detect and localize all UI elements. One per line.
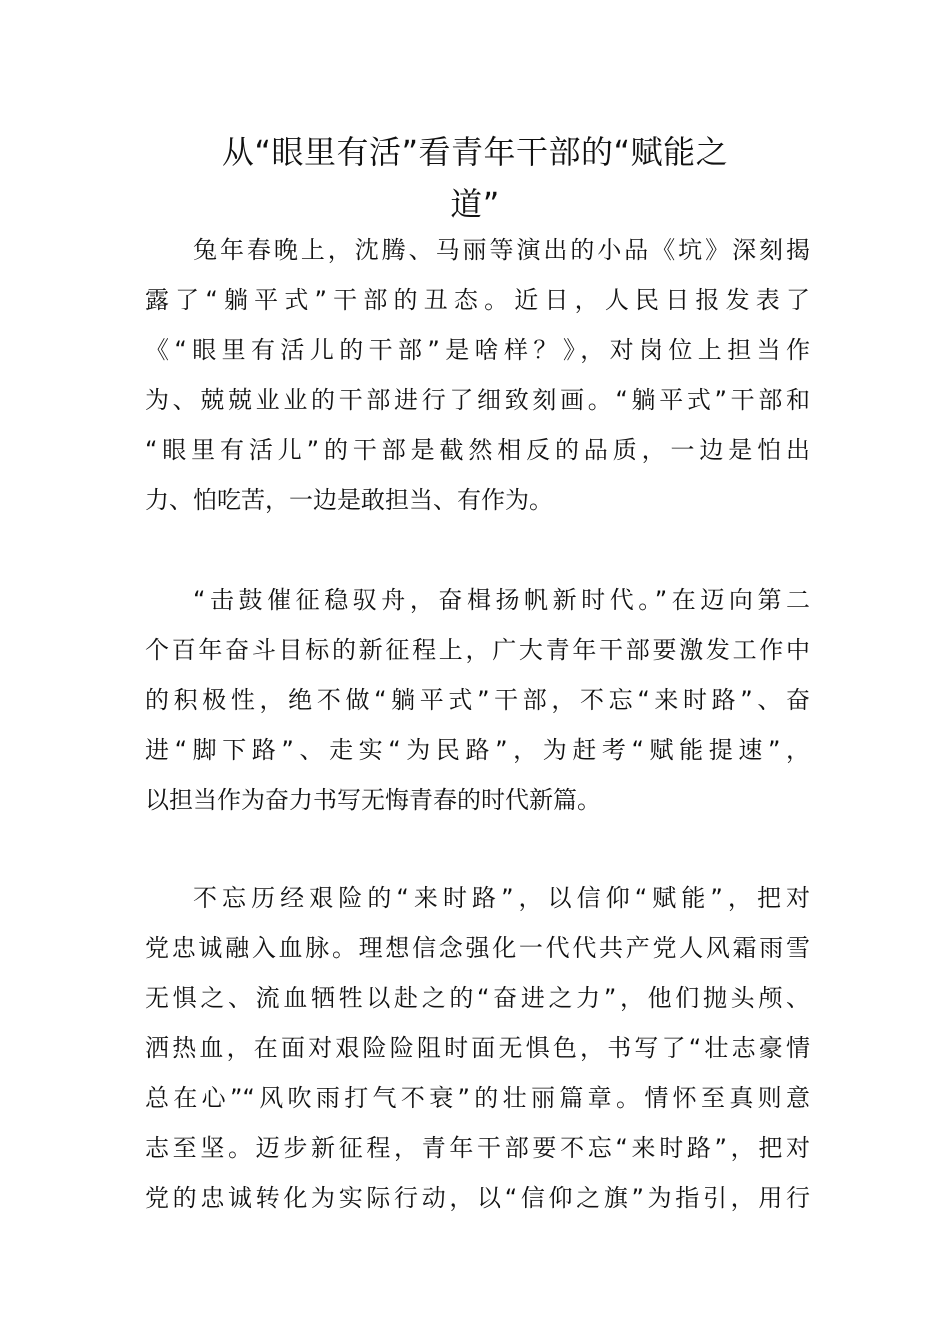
paragraph-1 (145, 225, 810, 525)
paragraph-line: 无惧之、流血牺牲以赴之的“奋进之力”，他们抛头颅、 (145, 984, 810, 1012)
paragraph-3 (145, 873, 810, 1223)
document-title (145, 126, 805, 230)
title-line: 道” (450, 185, 500, 223)
paragraph-line: 以担当作为奋力书写无悔青春的时代新篇。 (145, 786, 601, 814)
paragraph-line: 洒热血，在面对艰险险阻时面无惧色，书写了“壮志豪情 (145, 1034, 810, 1062)
title-line: 从“眼里有活”看青年干部的“赋能之 (221, 133, 729, 171)
paragraph-line: 为、兢兢业业的干部进行了细致刻画。“躺平式”干部和 (145, 386, 810, 414)
paragraph-line: 露了“躺平式”干部的丑态。近日，人民日报发表了 (145, 286, 810, 314)
paragraph-line: 力、怕吃苦，一边是敢担当、有作为。 (145, 486, 553, 514)
paragraph-line: 进“脚下路”、走实“为民路”，为赶考“赋能提速”， (145, 736, 810, 764)
paragraph-line: 总在心”“风吹雨打气不衰”的壮丽篇章。情怀至真则意 (145, 1084, 810, 1112)
paragraph-line: 志至坚。迈步新征程，青年干部要不忘“来时路”，把对 (145, 1134, 810, 1162)
paragraph-line: 《“眼里有活儿的干部”是啥样？》，对岗位上担当作 (145, 336, 810, 364)
paragraph-line: “眼里有活儿”的干部是截然相反的品质，一边是怕出 (145, 436, 810, 464)
paragraph-line: 党忠诚融入血脉。理想信念强化一代代共产党人风霜雨雪 (145, 934, 810, 962)
paragraph-line: 兔年春晚上，沈腾、马丽等演出的小品《坑》深刻揭 (193, 236, 810, 264)
paragraph-line: 不忘历经艰险的“来时路”，以信仰“赋能”，把对 (193, 884, 810, 912)
paragraph-line: 的积极性，绝不做“躺平式”干部，不忘“来时路”、奋 (145, 686, 810, 714)
paragraph-line: “击鼓催征稳驭舟，奋楫扬帆新时代。”在迈向第二 (193, 586, 810, 614)
paragraph-line: 个百年奋斗目标的新征程上，广大青年干部要激发工作中 (145, 636, 810, 664)
paragraph-2 (145, 575, 810, 825)
paragraph-line: 党的忠诚转化为实际行动，以“信仰之旗”为指引，用行 (145, 1184, 810, 1212)
